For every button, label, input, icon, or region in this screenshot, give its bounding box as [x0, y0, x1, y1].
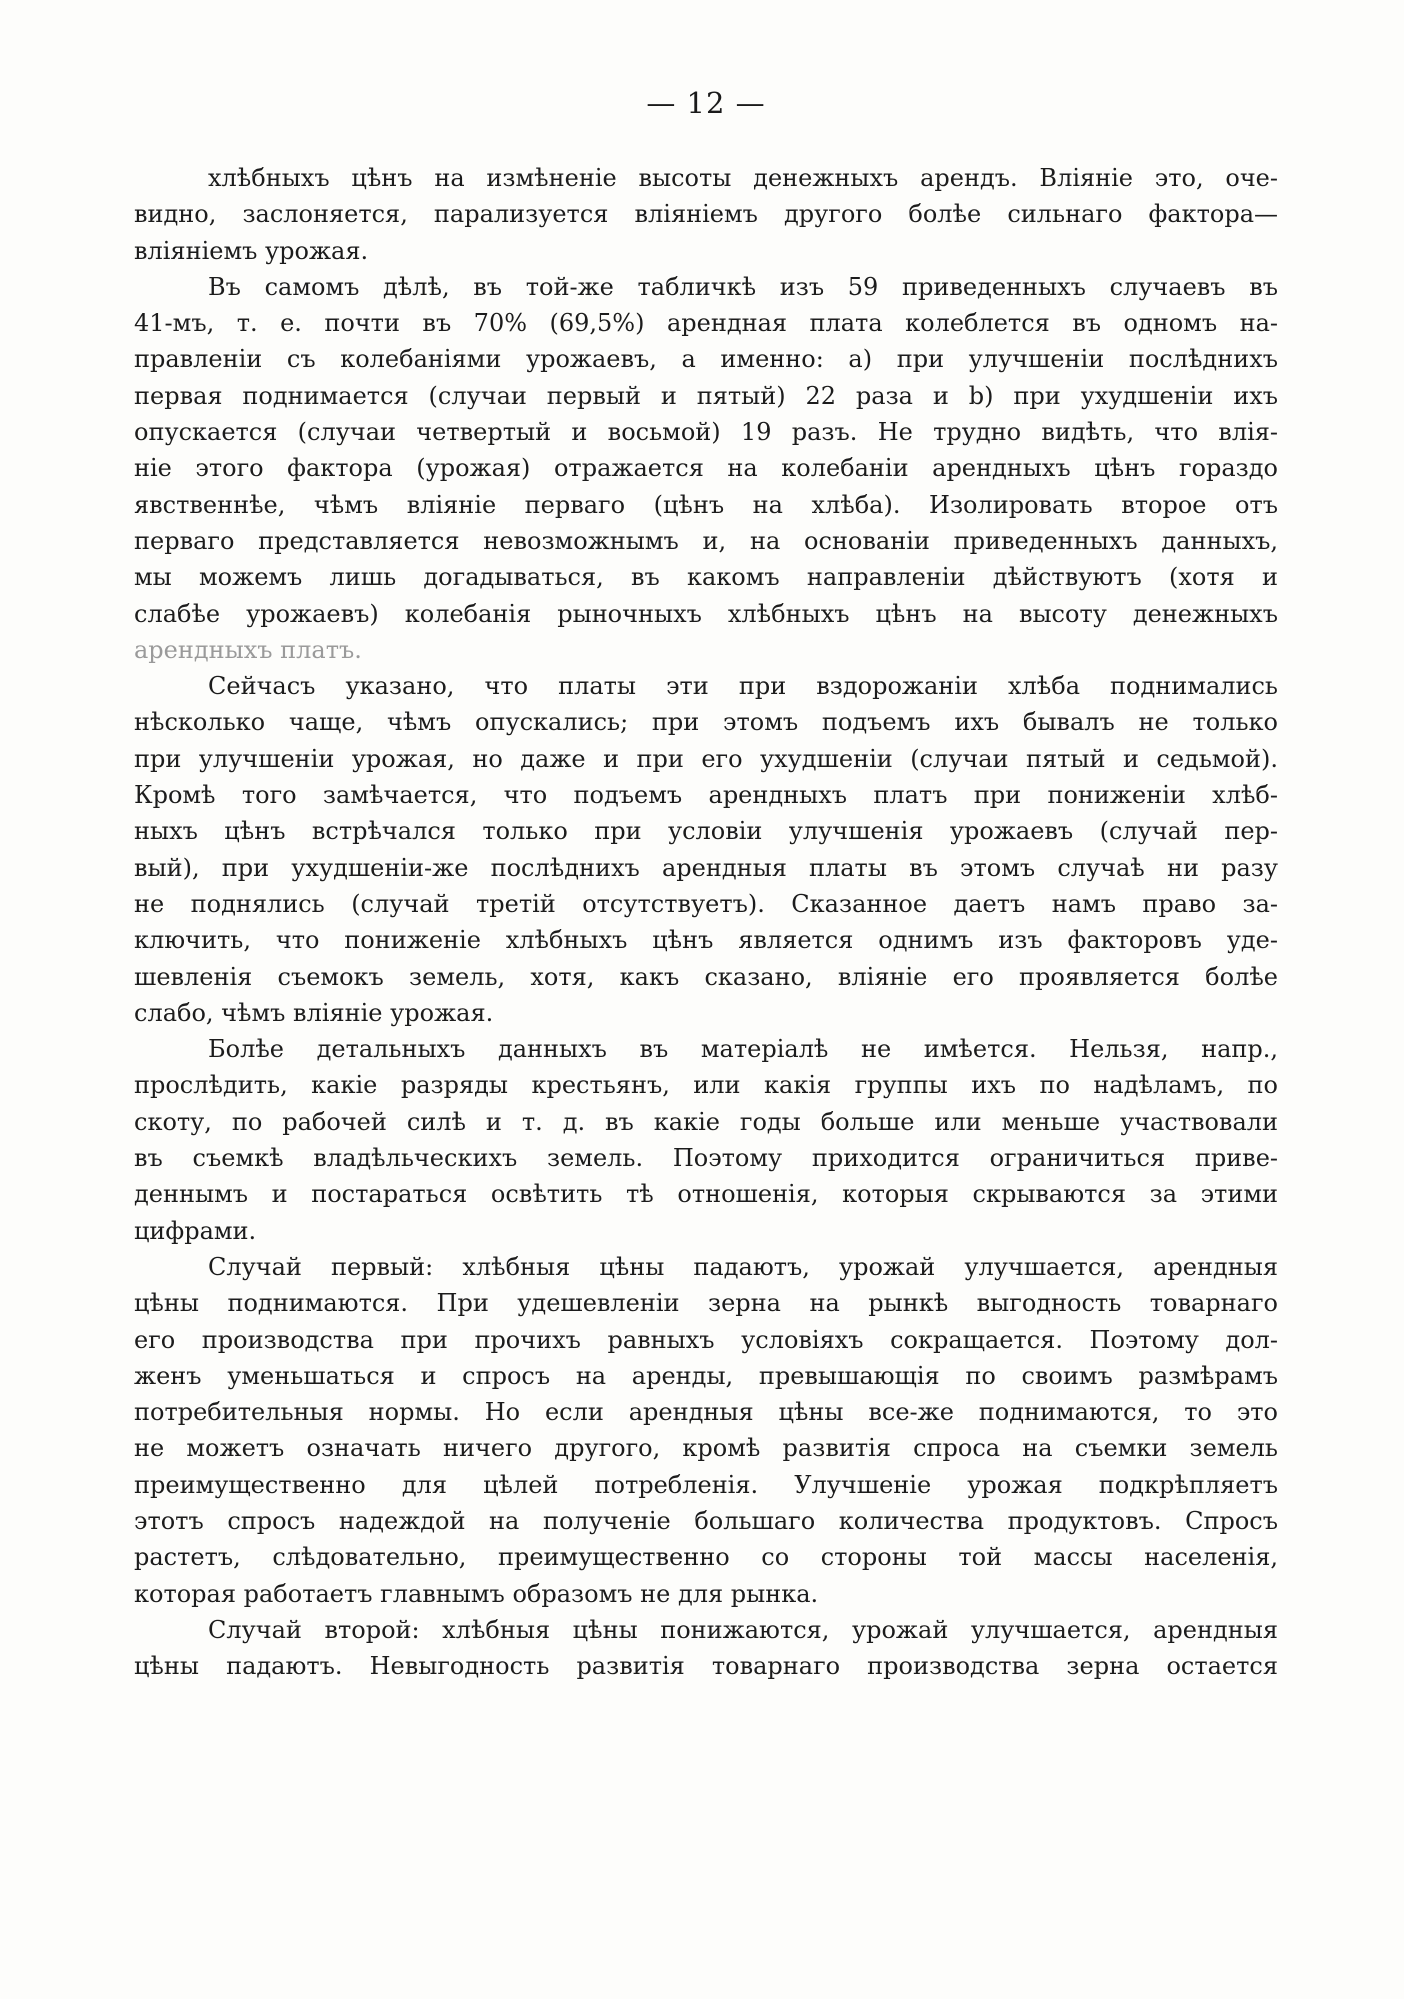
- paragraph: [134, 1031, 1278, 1249]
- text-line: первая поднимается (случаи первый и пятый) 22 раза и b) при ухудшеніи ихъ: [134, 381, 1278, 410]
- text-line: преимущественно для цѣлей потребленія. Улучшеніе урожая подкрѣпляетъ: [134, 1470, 1278, 1499]
- page-number: — 12 —: [646, 86, 766, 120]
- text-line: слабѣе урожаевъ) колебанія рыночныхъ хлѣбныхъ цѣнъ на высоту денежныхъ: [134, 599, 1278, 628]
- text-line: потребительныя нормы. Но если арендныя цѣны все-же поднимаются, то это: [134, 1398, 1278, 1427]
- paragraph: [134, 160, 1278, 269]
- text-line: при улучшеніи урожая, но даже и при его ухудшеніи (случаи пятый и седьмой).: [134, 744, 1278, 773]
- text-line: ніе этого фактора (урожая) отражается на колебаніи арендныхъ цѣнъ гораздо: [134, 454, 1278, 483]
- text-line: вліяніемъ урожая.: [134, 236, 369, 265]
- text-line: 41-мъ, т. е. почти въ 70% (69,5%) арендная плата колеблется въ одномъ на-: [134, 309, 1278, 338]
- text-line: правленіи съ колебаніями урожаевъ, а именно: а) при улучшеніи послѣднихъ: [134, 345, 1278, 374]
- text-line: цѣны падаютъ. Невыгодность развитія товарнаго производства зерна остается: [134, 1652, 1278, 1681]
- text-line: видно, заслоняется, парализуется вліяніемъ другого болѣе сильнаго фактора—: [134, 200, 1278, 229]
- text-line: перваго представляется невозможнымъ и, на основаніи приведенныхъ данныхъ,: [134, 526, 1278, 555]
- text-line: цѣны поднимаются. При удешевленіи зерна на рынкѣ выгодность товарнаго: [134, 1289, 1278, 1318]
- text-line: арендныхъ платъ.: [134, 635, 362, 664]
- paragraph: [134, 1249, 1278, 1612]
- paragraph: [134, 269, 1278, 668]
- text-line: женъ уменьшаться и спросъ на аренды, превышающія по своимъ размѣрамъ: [134, 1361, 1278, 1390]
- text-line: Кромѣ того замѣчается, что подъемъ арендныхъ платъ при пониженіи хлѣб-: [134, 781, 1278, 810]
- text-line: въ съемкѣ владѣльческихъ земель. Поэтому приходится ограничиться приве-: [134, 1144, 1278, 1173]
- text-line: не поднялись (случай третій отсутствуетъ). Сказанное даетъ намъ право за-: [134, 889, 1278, 918]
- text-line: хлѣбныхъ цѣнъ на измѣненіе высоты денежныхъ арендъ. Вліяніе это, оче-: [208, 164, 1278, 192]
- text-line: нѣсколько чаще, чѣмъ опускались; при этомъ подъемъ ихъ бывалъ не только: [134, 708, 1278, 737]
- text-line: слабо, чѣмъ вліяніе урожая.: [134, 998, 494, 1027]
- text-line: прослѣдить, какіе разряды крестьянъ, или какія группы ихъ по надѣламъ, по: [134, 1071, 1278, 1100]
- text-line: скоту, по рабочей силѣ и т. д. въ какіе годы больше или меньше участвовали: [134, 1107, 1278, 1136]
- text-line: не можетъ означать ничего другого, кромѣ развитія спроса на съемки земель: [134, 1434, 1278, 1463]
- text-line: шевленія съемокъ земель, хотя, какъ сказано, вліяніе его проявляется болѣе: [134, 962, 1278, 991]
- text-line: Случай первый: хлѣбныя цѣны падаютъ, урожай улучшается, арендныя: [208, 1252, 1278, 1281]
- text-line: его производства при прочихъ равныхъ условіяхъ сокращается. Поэтому дол-: [134, 1325, 1278, 1354]
- text-line: вый), при ухудшеніи-же послѣднихъ арендныя платы въ этомъ случаѣ ни разу: [134, 853, 1278, 882]
- text-line: растетъ, слѣдовательно, преимущественно со стороны той массы населенія,: [134, 1543, 1278, 1572]
- text-line: цифрами.: [134, 1216, 257, 1245]
- paragraph: [134, 668, 1278, 1031]
- text-line: деннымъ и постараться освѣтить тѣ отношенія, которыя скрываются за этими: [134, 1180, 1278, 1209]
- paragraph: [134, 1612, 1278, 1685]
- text-line: ключить, что пониженіе хлѣбныхъ цѣнъ является однимъ изъ факторовъ уде-: [134, 926, 1278, 955]
- text-line: Случай второй: хлѣбныя цѣны понижаются, урожай улучшается, арендныя: [208, 1615, 1278, 1644]
- text-line: Болѣе детальныхъ данныхъ въ матеріалѣ не имѣется. Нельзя, напр.,: [208, 1035, 1278, 1064]
- text-line: Сейчасъ указано, что платы эти при вздорожаніи хлѣба поднимались: [208, 672, 1278, 701]
- text-line: этотъ спросъ надеждой на полученіе большаго количества продуктовъ. Спросъ: [134, 1506, 1278, 1535]
- body-text: [134, 160, 1278, 1684]
- text-line: ныхъ цѣнъ встрѣчался только при условіи улучшенія урожаевъ (случай пер-: [134, 817, 1278, 846]
- text-line: которая работаетъ главнымъ образомъ не для рынка.: [134, 1579, 819, 1608]
- text-line: мы можемъ лишь догадываться, въ какомъ направленіи дѣйствуютъ (хотя и: [134, 563, 1278, 592]
- text-line: явственнѣе, чѣмъ вліяніе перваго (цѣнъ на хлѣба). Изолировать второе отъ: [134, 490, 1278, 519]
- text-line: Въ самомъ дѣлѣ, въ той-же табличкѣ изъ 59 приведенныхъ случаевъ въ: [208, 272, 1278, 301]
- text-line: опускается (случаи четвертый и восьмой) 19 разъ. Не трудно видѣть, что влія-: [134, 418, 1278, 447]
